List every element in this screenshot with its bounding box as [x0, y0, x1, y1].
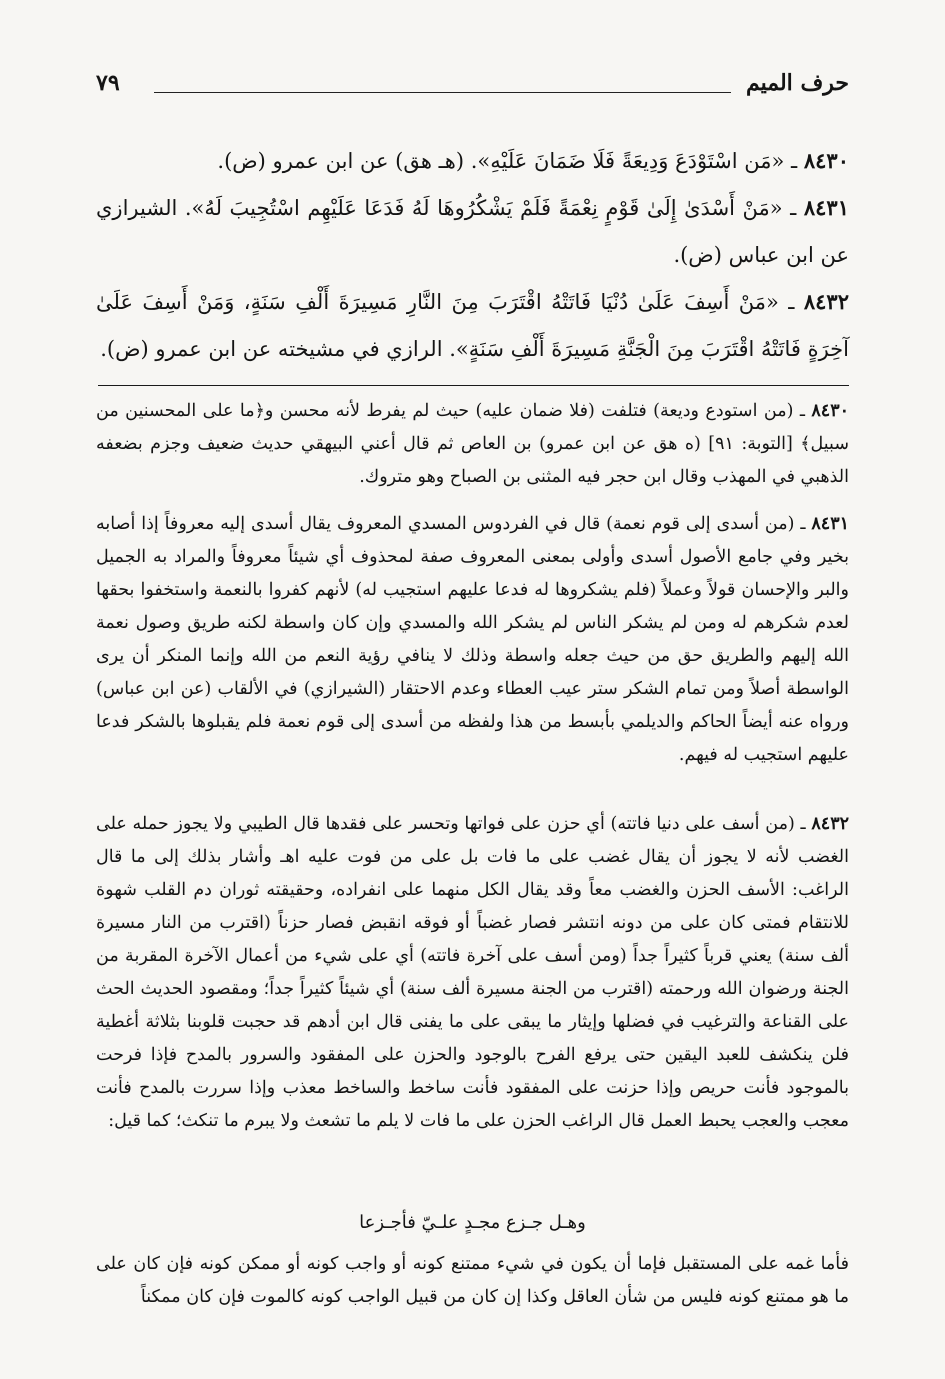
hadith-text: «مَنْ أَسْدَىٰ إِلَىٰ قَوْمٍ نِعْمَةً فَلَمْ يَشْكُرُوهَا لَهُ فَدَعَا عَلَيْهِم اسْتُجِيبَ لَهُ». الشيرازي عن ابن عباس (ض).: [96, 196, 849, 267]
commentary-text: (من استودع وديعة) فتلفت (فلا ضمان عليه) حيث لم يفرط لأنه محسن و﴿ما على المحسنين من سبيل﴾ [التوبة: ٩١] (ه هق عن ابن عمرو) بن العاص ثم قال أعني البيهقي حديث ضعيف وجزم بضعفه الذهبي في المهذب وقال ابن حجر فيه المثنى بن الصباح وهو متروك.: [96, 401, 849, 487]
commentary-number: ٨٤٣١: [811, 514, 849, 534]
page-header: [96, 70, 849, 106]
commentary-8430: ٨٤٣٠ ـ (من استودع وديعة) فتلفت (فلا ضمان عليه) حيث لم يفرط لأنه محسن و﴿ما على المحسنين من سبيل﴾ [التوبة: ٩١] (ه هق عن ابن عمرو) بن العاص ثم قال أعني البيهقي حديث ضعيف وجزم بضعفه الذهبي في المهذب وقال ابن حجر فيه المثنى بن الصباح وهو متروك.: [96, 401, 849, 487]
commentary-8432: ٨٤٣٢ ـ (من أسف على دنيا فاتته) أي حزن على فواتها وتحسر على فقدها قال الطيبي ولا يجوز حمله على الغضب لأنه لا يجوز أن يقال غضب على ما فات بل على من فوت عليه اهـ وأشار بذلك إلى ما قال الراغب: الأسف الحزن والغضب معاً وقد يقال الكل منهما على انفراده، وحقيقته ثوران دم القلب شهوة للانتقام فمتى كان على من دونه انتشر فصار غضباً أو فوقه انقبض فصار حزناً (اقترب من النار مسيرة ألف سنة) يعني قرباً كثيراً جداً (ومن أسف على آخرة فاتته) أي على شيء من أعمال الآخرة المقربة من الجنة ورضوان الله ورحمته (اقترب من الجنة مسيرة ألف سنة) أي شيئاً كثيراً جداً؛ ومقصود الحديث الحث على القناعة والترغيب في فضلها وإيثار ما يبقى على ما يفنى قال ابن أدهم قد حجبت قلوبنا بثلاثة أغطية فلن ينكشف للعبد اليقين حتى يرفع الفرح بالوجود والحزن على المفقود والسرور بالمدح فإذا فرحت بالموجود فأنت حريص وإذا حزنت على المفقود فأنت ساخط والساخط معذب وإذا سررت بالمدح فأنت معجب والعجب يحبط العمل قال الراغب الحزن على ما فات لا يلم ما تشعث ولا يبرم ما تنكث؛ كما قيل:: [96, 814, 849, 1131]
commentary-text: (من أسف على دنيا فاتته) أي حزن على فواتها وتحسر على فقدها قال الطيبي ولا يجوز حمله على الغضب لأنه لا يجوز أن يقال غضب على ما فات بل على من فوت عليه اهـ وأشار بذلك إلى ما قال الراغب: الأسف الحزن والغضب معاً وقد يقال الكل منهما على انفراده، وحقيقته ثوران دم القلب شهوة للانتقام فمتى كان على من دونه انتشر فصار غضباً أو فوقه انقبض فصار حزناً (اقترب من النار مسيرة ألف سنة) يعني قرباً كثيراً جداً (ومن أسف على آخرة فاتته) أي على شيء من أعمال الآخرة المقربة من الجنة ورضوان الله ورحمته (اقترب من الجنة مسيرة ألف سنة) أي شيئاً كثيراً جداً؛ ومقصود الحديث الحث على القناعة والترغيب في فضلها وإيثار ما يبقى على ما يفنى قال ابن أدهم قد حجبت قلوبنا بثلاثة أغطية فلن ينكشف للعبد اليقين حتى يرفع الفرح بالوجود والحزن على المفقود والسرور بالمدح فإذا فرحت بالموجود فأنت حريص وإذا حزنت على المفقود فأنت ساخط والساخط معذب وإذا سررت بالمدح فأنت معجب والعجب يحبط العمل قال الراغب الحزن على ما فات لا يلم ما تشعث ولا يبرم ما تنكث؛ كما قيل:: [96, 814, 849, 1131]
header-rule: [154, 92, 731, 93]
footnote-separator: [98, 385, 849, 386]
hadith-text: «مَنْ أَسِفَ عَلَىٰ دُنْيَا فَاتَتْهُ اقْتَرَبَ مِنَ النَّارِ مَسِيرَةَ أَلْفِ سَنَةٍ، وَمَنْ أَسِفَ عَلَىٰ آخِرَةٍ فَاتَتْهُ اقْتَرَبَ مِنَ الْجَنَّةِ مَسِيرَةَ أَلْفِ سَنَةٍ». الرازي في مشيخته عن ابن عمرو (ض).: [96, 290, 849, 361]
hadith-text: «مَن اسْتَوْدَعَ وَدِيعَةً فَلَا ضَمَانَ عَلَيْهِ». (هـ هق) عن ابن عمرو (ض).: [217, 149, 785, 173]
hadith-8430: ٨٤٣٠ ـ «مَن اسْتَوْدَعَ وَدِيعَةً فَلَا ضَمَانَ عَلَيْهِ». (هـ هق) عن ابن عمرو (ض).: [217, 148, 849, 173]
page-number: ٧٩: [96, 70, 120, 96]
hadith-number: ٨٤٣٢: [803, 289, 849, 314]
commentary-number: ٨٤٣٢: [811, 814, 849, 834]
commentary-text: (من أسدى إلى قوم نعمة) قال في الفردوس المسدي المعروف يقال أسدى إليه معروفاً إذا أصابه بخير وفي جامع الأصول أسدى وأولى بمعنى المعروف صفة لمحذوف أي شيئاً معروفاً والمراد به الجميل والبر والإحسان قولاً وعملاً (فلم يشكروها له فدعا عليهم استجيب له) لأنهم كفروا بالنعمة واستخفوا بحقها لعدم شكرهم له ومن لم يشكر الناس لم يشكر الله والمسدي وإن كان واسطة لكنه طريق وصول نعمة الله إليهم والطريق حق من حيث جعله واسطة وذلك لا ينافي رؤية النعم من الله وإنما المنكر أن يرى الواسطة أصلاً ومن تمام الشكر ستر عيب العطاء وعدم الاحتقار (الشيرازي) في الألقاب (عن ابن عباس) ورواه عنه أيضاً الحاكم والديلمي بأبسط من هذا ولفظه من أسدى إلى قوم نعمة فلم يقبلوها بالشكر فدعا عليهم استجيب له فيهم.: [96, 514, 849, 765]
commentary-number: ٨٤٣٠: [811, 401, 849, 421]
poetry-verse: وهـل جـزع مجـدٍ علـيّ فأجـزعا: [359, 1212, 586, 1233]
commentary-8431: ٨٤٣١ ـ (من أسدى إلى قوم نعمة) قال في الفردوس المسدي المعروف يقال أسدى إليه معروفاً إذا أصابه بخير وفي جامع الأصول أسدى وأولى بمعنى المعروف صفة لمحذوف أي شيئاً معروفاً والمراد به الجميل والبر والإحسان قولاً وعملاً (فلم يشكروها له فدعا عليهم استجيب له) لأنهم كفروا بالنعمة واستخفوا بحقها لعدم شكرهم له ومن لم يشكر الناس لم يشكر الله والمسدي وإن كان واسطة لكنه طريق وصول نعمة الله إليهم والطريق حق من حيث جعله واسطة وذلك لا ينافي رؤية النعم من الله وإنما المنكر أن يرى الواسطة أصلاً ومن تمام الشكر ستر عيب العطاء وعدم الاحتقار (الشيرازي) في الألقاب (عن ابن عباس) ورواه عنه أيضاً الحاكم والديلمي بأبسط من هذا ولفظه من أسدى إلى قوم نعمة فلم يقبلوها بالشكر فدعا عليهم استجيب له فيهم.: [96, 514, 849, 765]
hadith-8431: ٨٤٣١ ـ «مَنْ أَسْدَىٰ إِلَىٰ قَوْمٍ نِعْمَةً فَلَمْ يَشْكُرُوهَا لَهُ فَدَعَا عَلَيْهِم اسْتُجِيبَ لَهُ». الشيرازي عن ابن عباس (ض).: [96, 195, 849, 267]
chapter-title: حرف الميم: [745, 70, 849, 96]
hadith-8432: ٨٤٣٢ ـ «مَنْ أَسِفَ عَلَىٰ دُنْيَا فَاتَتْهُ اقْتَرَبَ مِنَ النَّارِ مَسِيرَةَ أَلْفِ سَنَةٍ، وَمَنْ أَسِفَ عَلَىٰ آخِرَةٍ فَاتَتْهُ اقْتَرَبَ مِنَ الْجَنَّةِ مَسِيرَةَ أَلْفِ سَنَةٍ». الرازي في مشيخته عن ابن عمرو (ض).: [96, 289, 849, 361]
closing-paragraph: فأما غمه على المستقبل فإما أن يكون في شيء ممتنع كونه أو واجب كونه أو ممكن كونه فإن كان على ما هو ممتنع كونه فليس من شأن العاقل وكذا إن كان من قبيل الواجب كونه كالموت فإن كان ممكناً: [96, 1254, 849, 1307]
hadith-number: ٨٤٣١: [803, 195, 849, 220]
hadith-number: ٨٤٣٠: [803, 148, 849, 173]
